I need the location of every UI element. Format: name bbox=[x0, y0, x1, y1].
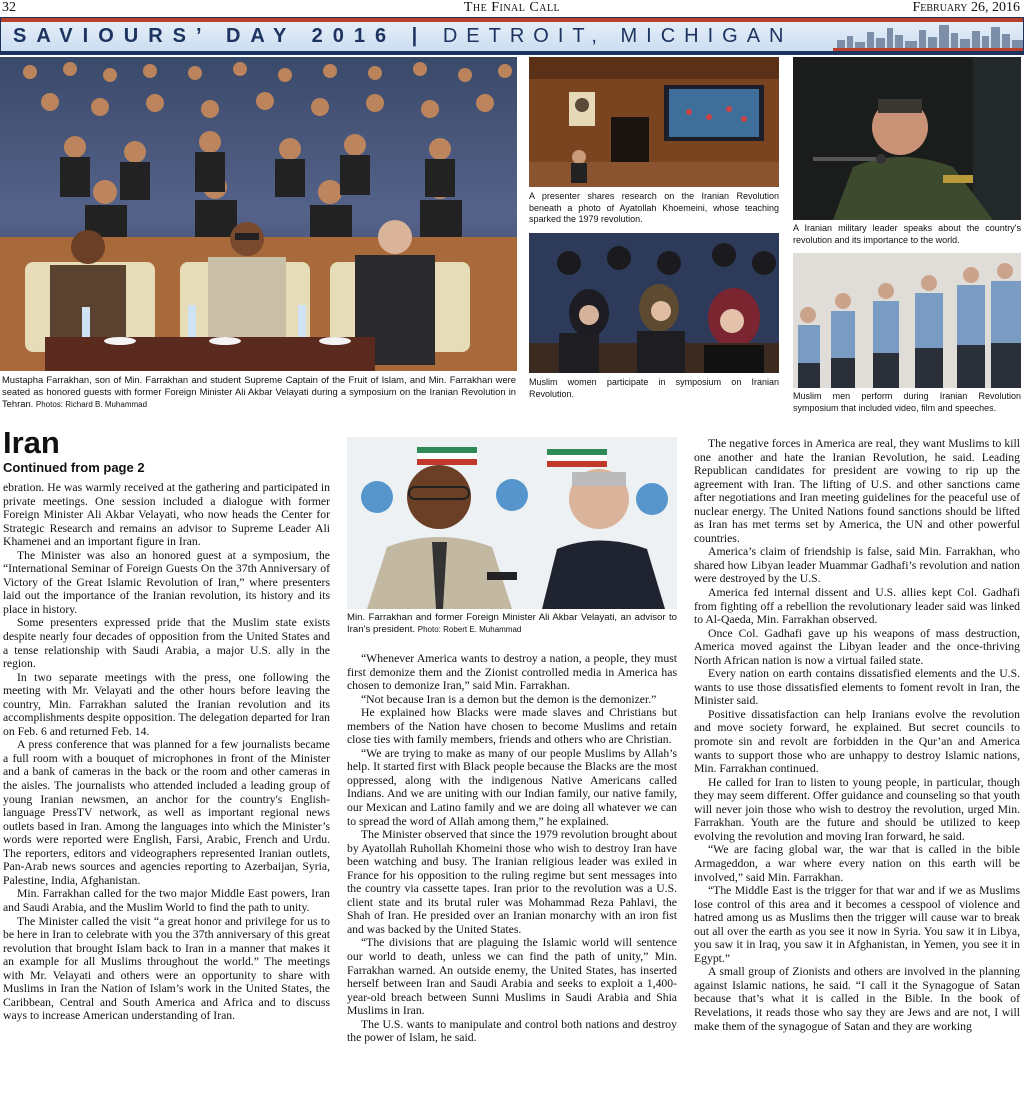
main-photo-caption bbox=[2, 374, 516, 411]
col1-paragraph: A press conference that was planned for a few journalists became a full room with a bouquet of microphones in front of the Minister and a bank of cameras in the back or the room and other cameras in the aisles. The journalists who attended included a leading group of young Iranian newsmen, an anchor for the country's English-language PressTV network, as well as important regional news outlets based in Iran. Among the languages into which the Minister’s words were reported were English, Farsi, Arabic, French and Urdu. The reporters, editors and videographers represented Iranian outlets, Pan-Arab news sources and agencies reporting to Azerbaijan, Syria, Palestine, India, Afghanistan. bbox=[3, 738, 330, 887]
col2-paragraph: “We are trying to make as many of our people Muslims by Allah’s help. It started first with Black people because the Blacks are the most oppressed, along with the indigenous Native Americans called Indians. And we are uniting with our Indian family, our native family, our Mexican and Latino family and we are doing all whatever we can to spread the word of Allah among them,” he explained. bbox=[347, 746, 677, 828]
col3-paragraph: America’s claim of friendship is false, said Min. Farrakhan, who shared how Libyan leader Muammar Gadhafi’s revolution and nation were destroyed by the U.S. bbox=[694, 545, 1020, 586]
continued-from-line: Continued from page 2 bbox=[3, 460, 145, 475]
col3-paragraph: A small group of Zionists and others are involved in the planning against Islamic nations, he said. “I call it the Synagogue of Satan because that’s what it is called in the Bible. In the book of Revelations, it reads those who say they are Jews and are not, I will make them of the synagogue of Satan and they are working bbox=[694, 965, 1020, 1033]
detroit-skyline-graphic bbox=[833, 22, 1023, 51]
military-leader-illustration bbox=[793, 57, 1021, 220]
col2-paragraph: “Not because Iran is a demon but the demon is the demonizer.” bbox=[361, 692, 657, 706]
main-photo-caption-text: Mustapha Farrakhan, son of Min. Farrakhan and student Supreme Captain of the Fruit of Islam, and Min. Farrakhan were seated as honored guests with former Foreign Minister Ali Akbar Velayati during a symposium on the Iranian Revolution in Tehran. bbox=[2, 374, 516, 409]
men-performing-photo bbox=[793, 253, 1021, 388]
col3-paragraph: Positive dissatisfaction can help Iranians evolve the revolution and move society forward, he explained. But secret councils to promote sin and revolt are forbidden in the Qur’an and America wants to support those who are unhappy to destroy Islamic nations, Min. Farrakhan continued. bbox=[694, 707, 1020, 776]
col2-paragraph: The U.S. wants to manipulate and control both nations and destroy the power of Islam, he said. bbox=[347, 1017, 677, 1045]
center-photo-caption bbox=[347, 612, 677, 636]
center-photo-caption-text: Min. Farrakhan and former Foreign Minister Ali Akbar Velayati, an advisor to Iran’s president. bbox=[347, 612, 677, 635]
col3-paragraph: He called for Iran to listen to young people, in particular, though they may seem different. Offer guidance and counseling so that youth will never join those who wish to destroy the revolution, urged Min. Farrakhan. Youth are the future and should be utilized to keep evolving the revolution and moving Iran forward, he said. bbox=[694, 775, 1020, 843]
presenter-caption: A presenter shares research on the Iranian Revolution beneath a photo of Ayatollah Khoemeini, whose teaching sparked the 1979 revolution. bbox=[529, 191, 779, 224]
women-photo bbox=[529, 233, 779, 373]
banner-separator: | bbox=[411, 25, 428, 47]
banner-bottom-rule bbox=[1, 51, 1024, 54]
main-photo-credit: Photos: Richard B. Muhammad bbox=[35, 400, 148, 409]
col1-paragraph: ebration. He was warmly received at the gathering and participated in private meetings. One session included a dialogue with former Foreign Minister Ali Akbar Velayati, who now heads the Center for Strategic Research and remains an advisor to Supreme Leader Ali Khamenei and an important figure in Iran. bbox=[3, 481, 330, 549]
banner-text bbox=[13, 25, 792, 48]
col1-paragraph: Min. Farrakhan called for the two major Middle East powers, Iran and Saudi Arabia, and the Muslim World to find the path to unity. bbox=[3, 887, 330, 914]
article-column-1 bbox=[3, 481, 330, 1023]
banner-location: DETROIT, MICHIGAN bbox=[442, 25, 793, 47]
military-leader-caption: A Iranian military leader speaks about the country's revolution and its importance to the world. bbox=[793, 223, 1021, 245]
men-performing-illustration bbox=[793, 253, 1021, 388]
col3-paragraph: Every nation on earth contains dissatisfied elements and the U.S. wants to use those dissatisfied elements to foment revolt in Iran, the Minister said. bbox=[694, 667, 1020, 708]
article-column-3 bbox=[694, 437, 1020, 1033]
main-photo-honored-guests bbox=[0, 57, 517, 371]
presenter-photo bbox=[529, 57, 779, 187]
page-number: 32 bbox=[2, 0, 16, 15]
men-performing-caption: Muslim men perform during Iranian Revolution symposium that included video, film and speeches. bbox=[793, 391, 1021, 413]
women-caption: Muslim women participate in symposium on Iranian Revolution. bbox=[529, 377, 779, 399]
col3-paragraph: Once Col. Gadhafi gave up his weapons of mass destruction, America moved against the Libyan leader and the once-thriving North African nation is now a virtual failed state. bbox=[694, 626, 1020, 667]
article-column-2 bbox=[347, 652, 677, 1045]
col3-paragraph: “We are facing global war, the war that is called in the bible Armageddon, a war where every nation on this earth will be involved,” said Min. Farrakhan. bbox=[694, 843, 1020, 884]
military-leader-photo bbox=[793, 57, 1021, 220]
two-men-portrait-illustration bbox=[347, 437, 677, 609]
banner-event: SAVIOURS’ DAY 2016 bbox=[13, 25, 397, 47]
center-photo-credit: Photo: Robert E. Muhammad bbox=[417, 625, 522, 634]
col1-paragraph: Some presenters expressed pride that the Muslim state exists despite nearly four decades of opposition from the United States and a tense relationship with Saudi Arabia, a major U.S. ally in the region. bbox=[3, 616, 330, 671]
col3-paragraph: America fed internal dissent and U.S. allies kept Col. Gadhafi from fighting off a rebellion the revolutionary leader said was linked to Al-Qaeda, Min. Farrakhan observed. bbox=[694, 586, 1020, 627]
presenter-stage-illustration bbox=[529, 57, 779, 187]
issue-date: February 26, 2016 bbox=[912, 0, 1020, 15]
col1-paragraph: The Minister was also an honored guest at a symposium, the “International Seminar of Foreign Guests On the 37th Anniversary of Victory of the Great Islamic Revolution of Iran,” where presenters laid out the importance of the Iranian revolution, its history and its place in history. bbox=[3, 548, 330, 616]
article-headline: Iran bbox=[3, 425, 60, 460]
col2-paragraph: The Minister observed that since the 1979 revolution brought about by Ayatollah Ruhollah Khomeini those who wish to destroy Iran have been watching and busy. The Iranian religious leader was exiled in France for his opposition to the ruling regime but sent messages into the country via cassette tapes. Iran prior to the revolution was a U.S. client state and its brutal ruler was Mohammad Reza Pahlavi, the Shah of Iran. He presided over an Iranian monarchy with an iron fist and was backed by the United States. bbox=[347, 828, 677, 936]
publication-name: The Final Call bbox=[463, 0, 561, 15]
women-audience-illustration bbox=[529, 233, 779, 373]
col2-paragraph: “The divisions that are plaguing the Islamic world will sentence our world to death, unless we can find the path of unity,” Min. Farrakhan warned. An outside enemy, the United States, has inserted herself between Iran and Saudi Arabia and seeks to exploit a 1,400-year-old breach between Sunni Muslims in Saudi Arabia and Shia Muslims in Iran. bbox=[347, 936, 677, 1018]
folio-line bbox=[0, 0, 1024, 16]
section-banner bbox=[0, 17, 1024, 55]
col1-paragraph: In two separate meetings with the press, one following the meeting with Mr. Velayati and the other hours before leaving the country, Min. Farrakhan saluted the Iranian revolution and its accomplishments despite opposition. The delegation departed for Iran on Feb. 6 and returned Feb. 14. bbox=[3, 670, 330, 738]
center-photo-farrakhan-velayati bbox=[347, 437, 677, 609]
audience-seated-illustration bbox=[0, 57, 517, 371]
col2-paragraph: “Whenever America wants to destroy a nation, a people, they must first demonize them and the Zionist controlled media in America has chosen to demonize Iran,” said Min. Farrakhan. bbox=[347, 652, 677, 693]
col1-paragraph: The Minister called the visit “a great honor and privilege for us to be here in Iran to celebrate with you the 37th anniversary of this great revolution that brought Islam back to Iran in a manner that makes it an example for all Muslims throughout the world.” The meetings with Mr. Velayati and others were an opportunity to share with Muslims in Iran the Nation of Islam’s work in the United States, the Caribbean, Central and South America and Africa and to discuss ways to increase American understanding of Iran. bbox=[3, 914, 330, 1023]
col3-paragraph: The negative forces in America are real, they want Muslims to kill one another and hate the Iranian Revolution, he said. Leading Republican candidates for president are vowing to rip up the agreement with Iran. The lifting of U.S. and other sanctions came after negotiations and Iran meeting guidelines for the peaceful use of nuclear energy. The United Nations found sanctions should be lifted as Iran has met terms set by America, the UN and other powerful countries. bbox=[694, 437, 1020, 545]
col2-paragraph: He explained how Blacks were made slaves and Christians but members of the Nation have chosen to become Muslims and retain close ties with family members, friends and others who are Christian. bbox=[347, 706, 677, 747]
col3-paragraph: “The Middle East is the trigger for that war and if we as Muslims lose control of this area and it becomes a cesspool of violence and hatred among us as Muslims then the trigger will cause war to break out all over the earth as you see it now in Syria. You saw it in Libya, you saw it in Iraq, you saw it in Afghanistan, in Yemen, you see it in Egypt.” bbox=[694, 884, 1020, 965]
